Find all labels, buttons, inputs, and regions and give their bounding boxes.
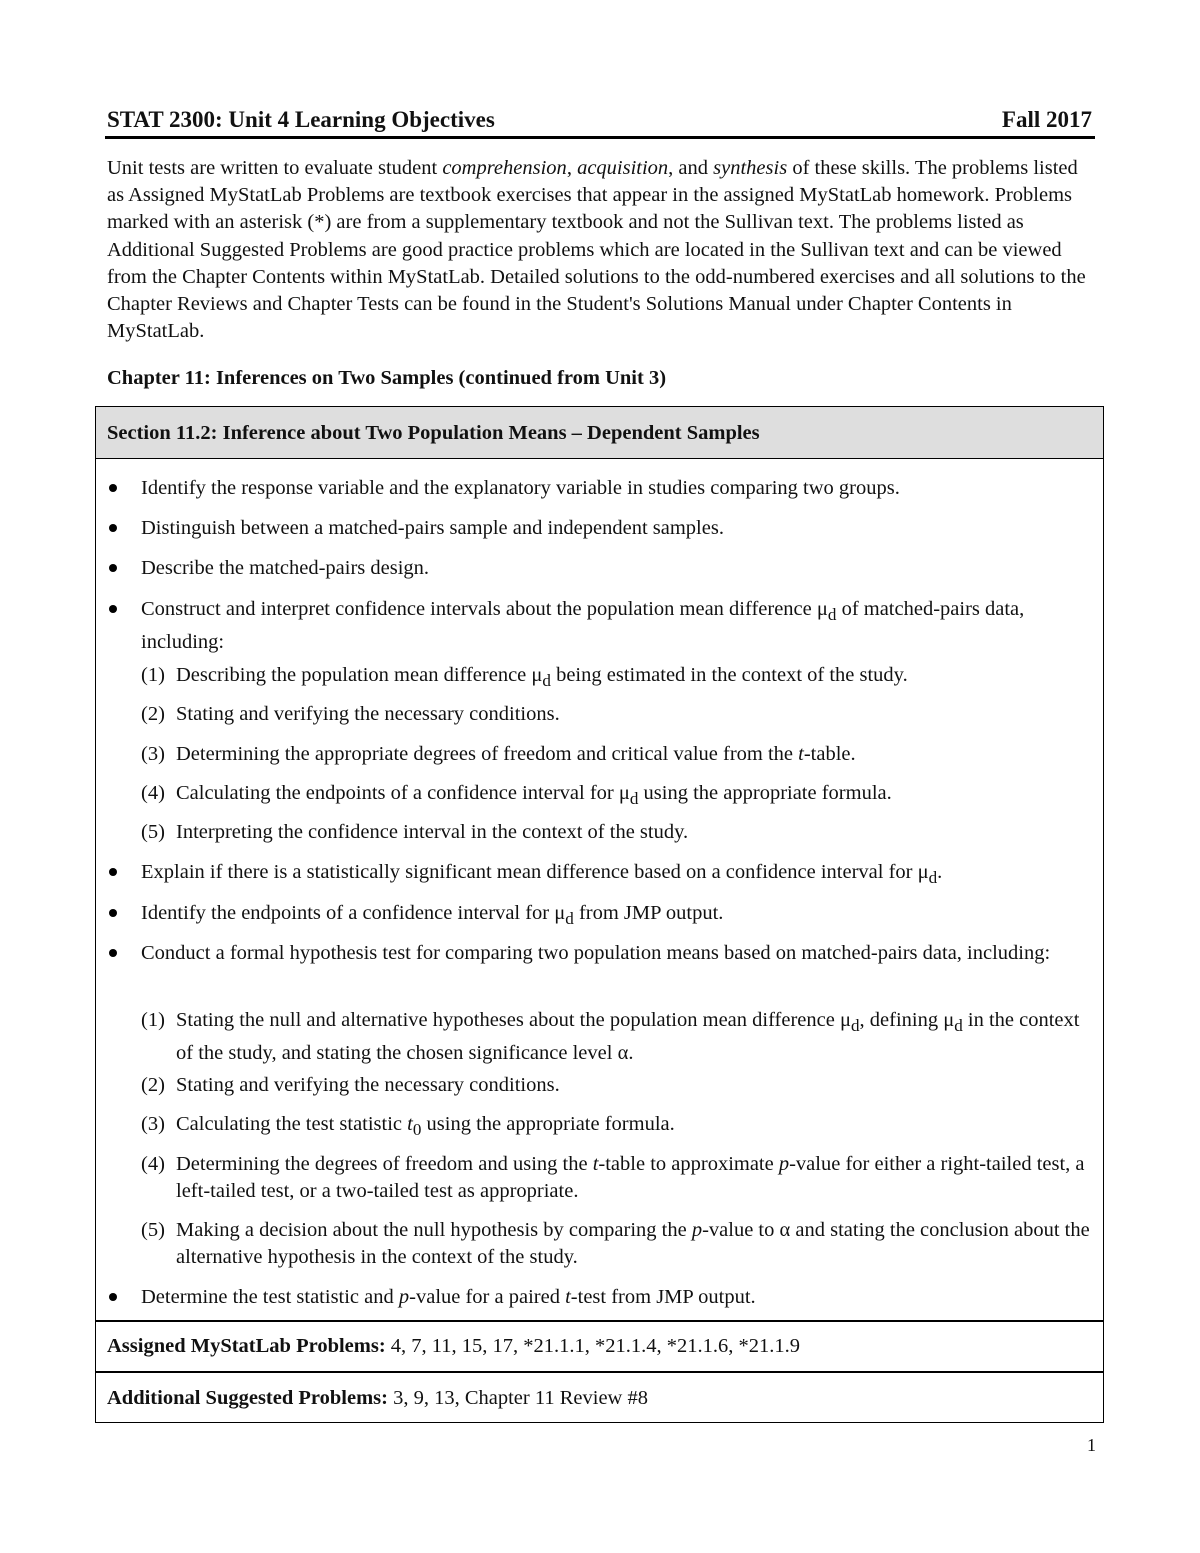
bullet-icon [109, 484, 117, 492]
objective-item: Describe the matched-pairs design. [141, 555, 1091, 582]
header-rule [105, 136, 1095, 139]
objective-item: Conduct a formal hypothesis test for comparing two population means based on matched-pairs data, including: [141, 940, 1091, 967]
document-title: STAT 2300: Unit 4 Learning Objectives [107, 107, 495, 132]
bullet-icon [109, 1293, 117, 1301]
bullet-icon [109, 524, 117, 532]
sub-item: (5) Making a decision about the null hypothesis by comparing the p-value to α and stating the conclusion about the alternative hypothesis in the context of the study. [141, 1219, 1090, 1268]
sub-item: (2) Stating and verifying the necessary conditions. [141, 703, 560, 725]
sub-item: (4) Determining the degrees of freedom and using the t-table to approximate p-value for either a right-tailed test, a left-tailed test, or a two-tailed test as appropriate. [141, 1153, 1085, 1202]
row-divider [96, 1371, 1103, 1373]
sub-item: (1) Describing the population mean difference $\mu_d$ being estimated in the context of the study. [141, 664, 908, 691]
sub-item: (3) Determining the appropriate degrees of freedom and critical value from the t-table. [141, 743, 856, 765]
objective-item: Distinguish between a matched-pairs sample and independent samples. [141, 515, 1091, 542]
bullet-icon [109, 564, 117, 572]
bullet-icon [109, 605, 117, 613]
objectives-table [95, 406, 1104, 1423]
sub-item: (4) Calculating the endpoints of a confidence interval for $\mu_d$ using the appropriate formula. [141, 782, 892, 809]
objective-item: Construct and interpret confidence intervals about the population mean difference $\mu_d$ of matched-pairs data, including: [141, 596, 1091, 655]
term-label: Fall 2017 [1001, 107, 1092, 132]
additional-problems: Additional Suggested Problems: 3, 9, 13, Chapter 11 Review #8 [107, 1387, 648, 1409]
bullet-icon [109, 909, 117, 917]
section-title: Section 11.2: Inference about Two Population Means – Dependent Samples [96, 407, 1103, 459]
objective-item: Identify the response variable and the explanatory variable in studies comparing two groups. [141, 475, 1091, 502]
intro-paragraph: Unit tests are written to evaluate student comprehension, acquisition, and synthesis of these skills. The problems listed as Assigned MyStatLab Problems are textbook exercises that appear in the assigned MyStatLab homework. Problems marked with an asterisk (*) are from a supplementary textbook and not the Sullivan text. The problems listed as Additional Suggested Problems are good practice problems which are located in the Sullivan text and can be viewed from the Chapter Contents within MyStatLab. Detailed solutions to the odd-numbered exercises and all solutions to the Chapter Reviews and Chapter Tests can be found in the Student's Solutions Manual under Chapter Contents in MyStatLab. [107, 157, 1086, 343]
bullet-icon [109, 868, 117, 876]
objective-item: Explain if there is a statistically significant mean difference based on a confidence interval for $\mu_d$. [141, 859, 1091, 892]
sub-item: (5) Interpreting the confidence interval in the context of the study. [141, 821, 689, 843]
page-number: 1 [1087, 1435, 1096, 1455]
sub-item: (2) Stating and verifying the necessary conditions. [141, 1074, 560, 1096]
page-header [107, 107, 1092, 133]
objective-item: Determine the test statistic and p-value for a paired t-test from JMP output. [141, 1284, 1091, 1311]
sub-item: (1) Stating the null and alternative hypotheses about the population mean difference $\mu_d$, defining $\mu_d$ in the context of the study, and stating the chosen significance level α. [141, 1009, 1080, 1064]
bullet-icon [109, 949, 117, 957]
assigned-problems: Assigned MyStatLab Problems: 4, 7, 11, 15, 17, *21.1.1, *21.1.4, *21.1.6, *21.1.9 [107, 1335, 801, 1357]
objective-item: Identify the endpoints of a confidence interval for $\mu_d$ from JMP output. [141, 900, 1091, 933]
chapter-title: Chapter 11: Inferences on Two Samples (continued from Unit 3) [107, 367, 667, 389]
sub-item: (3) Calculating the test statistic $t_0$ using the appropriate formula. [141, 1113, 675, 1140]
row-divider [96, 1320, 1103, 1322]
